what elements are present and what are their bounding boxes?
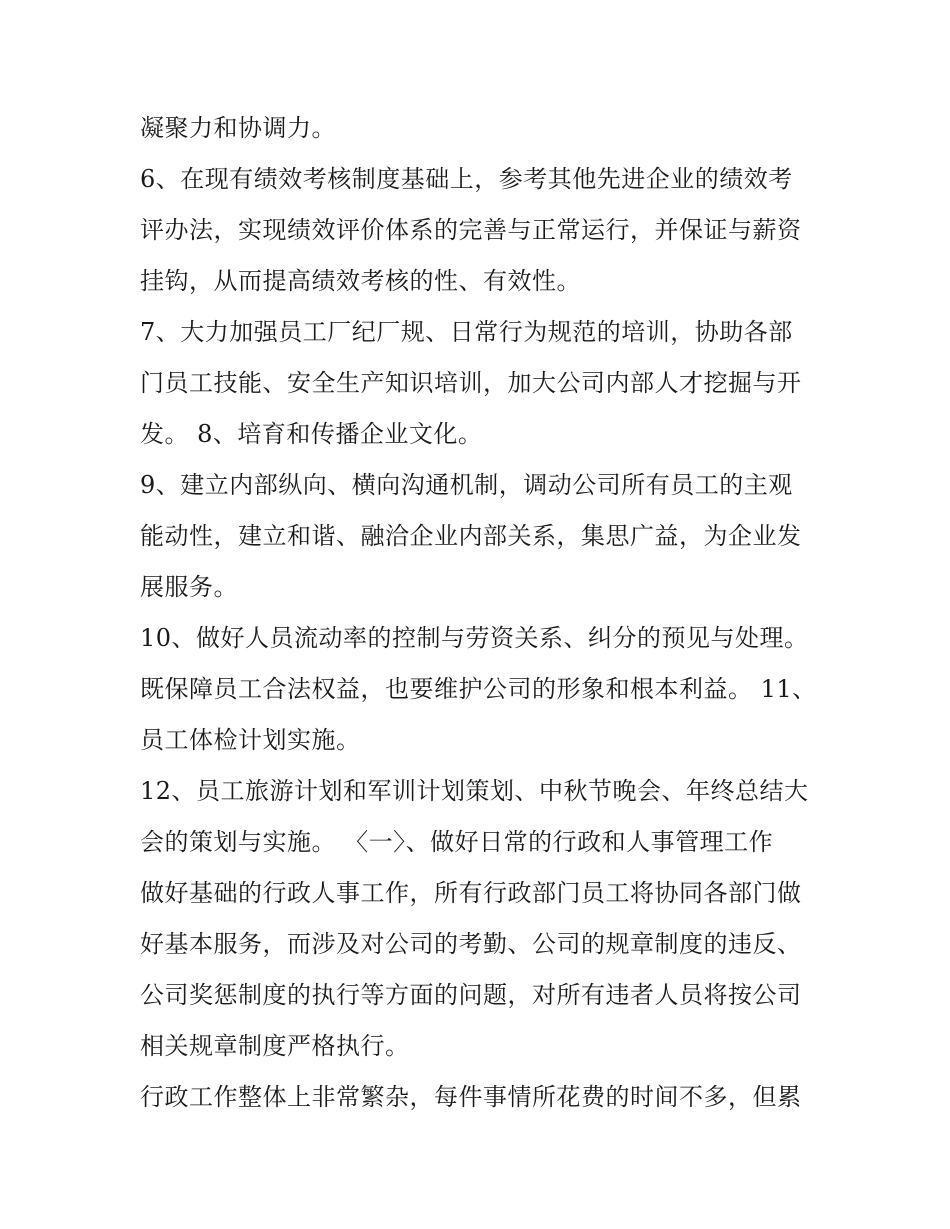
text-line: 门员工技能、安全生产知识培训，加大公司内部人才挖掘与开	[140, 369, 802, 397]
text-line: 发。 8、培育和传播企业文化。	[140, 420, 483, 448]
text-line: 评办法，实现绩效评价体系的完善与正常运行，并保证与薪资	[140, 216, 802, 244]
paragraph-item-10-11	[140, 618, 820, 771]
text-line: 做好基础的行政人事工作，所有行政部门员工将协同各部门做	[140, 879, 802, 907]
text-line: 7、大力加强员工厂纪厂规、日常行为规范的培训，协助各部	[140, 318, 793, 346]
text-line: 能动性，建立和谐、融洽企业内部关系，集思广益，为企业发	[140, 522, 802, 550]
paragraph-cohesion	[140, 108, 820, 159]
paragraph-item-9	[140, 465, 820, 618]
document-body	[140, 108, 820, 1128]
text-line: 展服务。	[140, 573, 238, 601]
paragraph-item-6	[140, 159, 820, 312]
paragraph-item-7-8	[140, 312, 820, 465]
text-line: 会的策划与实施。 〈一〉、做好日常的行政和人事管理工作	[140, 828, 774, 856]
text-line: 6、在现有绩效考核制度基础上，参考其他先进企业的绩效考	[140, 165, 793, 193]
text-line: 员工体检计划实施。	[140, 726, 361, 754]
text-line: 既保障员工合法权益，也要维护公司的形象和根本利益。 11、	[140, 675, 817, 703]
text-line: 10、做好人员流动率的控制与劳资关系、纠分的预见与处理。	[140, 624, 809, 652]
paragraph-admin-work	[140, 1077, 820, 1128]
text-line: 9、建立内部纵向、横向沟通机制，调动公司所有员工的主观	[140, 471, 793, 499]
text-line: 12、员工旅游计划和军训计划策划、中秋节晚会、年终总结大	[140, 777, 809, 805]
text-line: 挂钩，从而提高绩效考核的性、有效性。	[140, 267, 581, 295]
paragraph-item-12	[140, 771, 820, 1077]
text-line: 公司奖惩制度的执行等方面的问题，对所有违者人员将按公司	[140, 981, 802, 1009]
text-line: 相关规章制度严格执行。	[140, 1032, 410, 1060]
text-line: 凝聚力和协调力。	[140, 114, 336, 142]
text-line: 好基本服务，而涉及对公司的考勤、公司的规章制度的违反、	[140, 930, 802, 958]
text-line: 行政工作整体上非常繁杂，每件事情所花费的时间不多，但累	[140, 1083, 802, 1111]
